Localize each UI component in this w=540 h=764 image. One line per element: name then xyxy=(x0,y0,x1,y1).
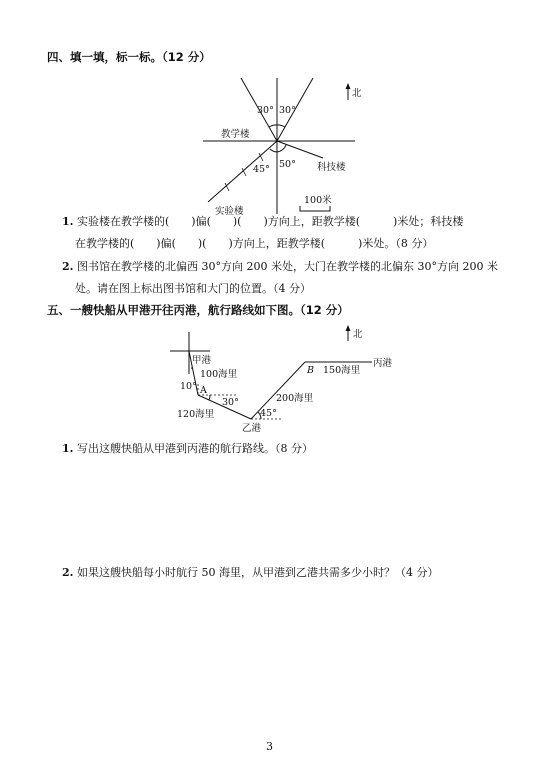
s5-q1-text: 写出这艘快船从甲港到丙港的航行路线。（8 分） xyxy=(76,442,313,455)
angle-45: 45° xyxy=(253,164,270,175)
section4-title: 四、填一填，标一标。（12 分） xyxy=(47,50,211,64)
distance-100: 100海里 xyxy=(200,369,238,380)
a-angle-arc xyxy=(209,395,210,400)
angle-10: 10° xyxy=(180,381,197,392)
angle-45: 45° xyxy=(260,408,277,419)
angle-30: 30° xyxy=(222,397,239,408)
distance-120: 120海里 xyxy=(177,409,215,420)
distance-200: 200海里 xyxy=(276,393,314,404)
bing-port-label: 丙港 xyxy=(373,358,393,369)
s4-q1-line2: 在教学楼的( )偏( )( )方向上，距教学楼( )米处。（8 分） xyxy=(75,237,434,250)
s4-q2-text1: 图书馆在教学楼的北偏西 30°方向 200 米处，大门在教学楼的北偏东 30°方向 200 米 xyxy=(76,260,498,273)
north-label: 北 xyxy=(353,329,363,340)
scale-bar xyxy=(300,206,330,211)
north-label: 北 xyxy=(352,88,362,99)
s5-q2-text: 如果这艘快船每小时航行 50 海里，从甲港到乙港共需多少小时？（4 分） xyxy=(76,566,439,579)
distance-150: 150海里 xyxy=(323,365,361,376)
jia-port-label: 甲港 xyxy=(192,355,212,366)
angle-30-right: 30° xyxy=(279,105,296,116)
s4-q1-number: 1. xyxy=(62,215,74,228)
sw-angle-arc xyxy=(270,149,277,152)
s4-q2-number: 2. xyxy=(62,260,74,273)
teaching-building-label: 教学楼 xyxy=(221,129,250,140)
angle-50: 50° xyxy=(279,159,296,170)
page-number: 3 xyxy=(266,740,273,753)
s5-q1-number: 1. xyxy=(62,442,74,455)
se-angle-arc xyxy=(277,145,286,152)
north-arrowhead xyxy=(346,325,351,331)
section5-title: 五、一艘快船从甲港开往丙港，航行路线如下图。（12 分） xyxy=(47,303,349,317)
angle-30-left: 30° xyxy=(257,105,274,116)
point-a-label: A xyxy=(200,385,207,396)
ship-route-diagram xyxy=(160,322,420,432)
school-compass-diagram xyxy=(195,72,365,222)
s4-q1-line1 xyxy=(62,214,463,230)
yi-port-label: 乙港 xyxy=(242,423,262,432)
s5-q2-number: 2. xyxy=(62,566,74,579)
s5-q1 xyxy=(62,441,313,457)
ray-se-tech xyxy=(277,141,323,158)
tech-building-label: 科技楼 xyxy=(317,162,346,173)
lab-building-label: 实验楼 xyxy=(215,206,244,217)
point-b-label: B xyxy=(307,365,314,376)
north-arrowhead xyxy=(346,83,351,89)
s4-q1-text1: 实验楼在教学楼的( )偏( )( )方向上，距教学楼( )米处；科技楼 xyxy=(76,215,464,228)
s5-q2 xyxy=(62,565,438,581)
scale-label: 100米 xyxy=(304,195,332,206)
s4-q2-line1 xyxy=(62,259,498,275)
s4-q2-line2: 处。请在图上标出图书馆和大门的位置。（4 分） xyxy=(75,282,311,295)
